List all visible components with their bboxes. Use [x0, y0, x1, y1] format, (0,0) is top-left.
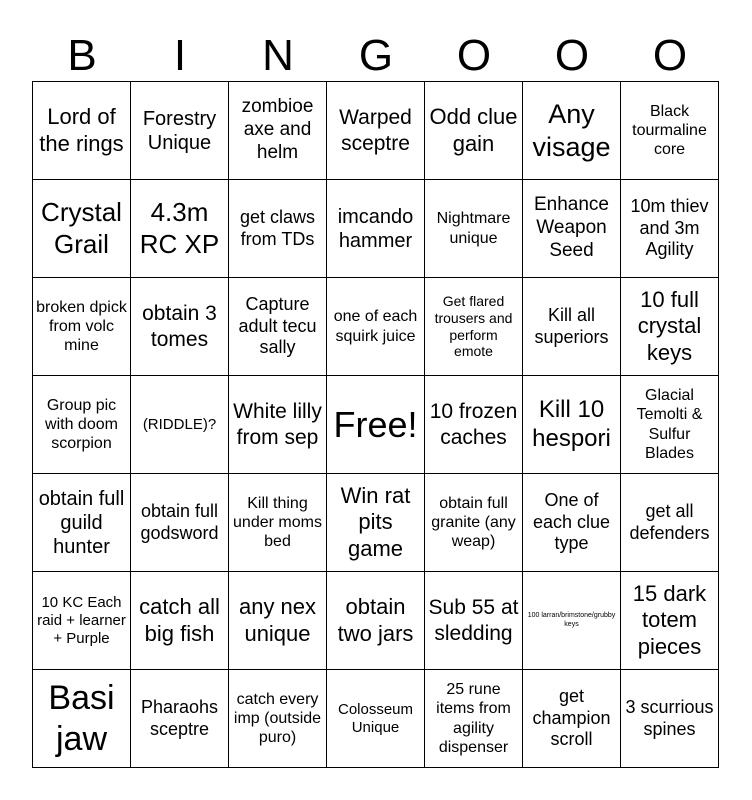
- bingo-cell[interactable]: [229, 82, 327, 180]
- bingo-cell[interactable]: [33, 278, 131, 376]
- bingo-cell-label: Pharaohs sceptre: [140, 696, 219, 739]
- bingo-cell[interactable]: [523, 180, 621, 278]
- bingo-cell[interactable]: [131, 376, 229, 474]
- header-letter: O: [652, 31, 688, 80]
- header-letter: G: [358, 31, 394, 80]
- bingo-cell[interactable]: [131, 278, 229, 376]
- bingo-cell-label: get champion scroll: [532, 686, 611, 750]
- bingo-cell[interactable]: [327, 180, 425, 278]
- bingo-cell[interactable]: [523, 474, 621, 572]
- bingo-cell[interactable]: [33, 376, 131, 474]
- bingo-cell-label: Kill all superiors: [534, 304, 609, 347]
- bingo-cell[interactable]: [131, 670, 229, 768]
- bingo-cell[interactable]: [327, 376, 425, 474]
- bingo-header: [33, 30, 719, 82]
- bingo-cell[interactable]: [33, 474, 131, 572]
- bingo-cell[interactable]: [621, 180, 719, 278]
- bingo-cell-label: 10 KC Each raid + learner + Purple: [37, 593, 126, 647]
- bingo-cell-label: (RIDDLE)?: [142, 415, 217, 433]
- bingo-cell-label: obtain full godsword: [140, 500, 219, 543]
- bingo-cell-label: Capture adult tecu sally: [238, 294, 317, 358]
- bingo-cell-label: Forestry Unique: [142, 107, 217, 154]
- bingo-cell-label: Sub 55 at sledding: [428, 596, 519, 645]
- bingo-cell[interactable]: [229, 278, 327, 376]
- bingo-cell[interactable]: [327, 572, 425, 670]
- bingo-cell[interactable]: [131, 572, 229, 670]
- bingo-cell[interactable]: [425, 180, 523, 278]
- bingo-cell[interactable]: [425, 670, 523, 768]
- bingo-cell-label: Get flared trousers and perform emote: [434, 292, 513, 360]
- bingo-cell-label: Glacial Temolti & Sulfur Blades: [636, 387, 703, 462]
- bingo-cell-label: Free!: [333, 403, 418, 445]
- bingo-cell-label: Win rat pits game: [340, 482, 411, 561]
- bingo-cell[interactable]: [621, 670, 719, 768]
- bingo-cell-label: 15 dark totem pieces: [632, 580, 707, 659]
- bingo-cell-label: Black tourmaline core: [632, 102, 707, 159]
- bingo-cell-label: Warped sceptre: [339, 106, 412, 155]
- bingo-cell[interactable]: [229, 376, 327, 474]
- bingo-cell-label: zombioe axe and helm: [241, 96, 314, 163]
- bingo-cell[interactable]: [327, 474, 425, 572]
- bingo-cell[interactable]: [523, 572, 621, 670]
- bingo-cell-label: obtain 3 tomes: [142, 302, 217, 351]
- bingo-cell-label: obtain two jars: [337, 594, 414, 646]
- bingo-cell-label: get claws from TDs: [239, 206, 316, 249]
- bingo-cell[interactable]: [33, 180, 131, 278]
- bingo-cell[interactable]: [621, 376, 719, 474]
- bingo-cell[interactable]: [621, 82, 719, 180]
- header-letter: I: [173, 31, 187, 80]
- bingo-cell[interactable]: [621, 474, 719, 572]
- bingo-cell-label: catch all big fish: [139, 594, 220, 646]
- bingo-board: [32, 81, 719, 768]
- bingo-cell[interactable]: [425, 376, 523, 474]
- bingo-cell-label: Group pic with doom scorpion: [45, 396, 118, 453]
- bingo-cell-label: 10m thiev and 3m Agility: [630, 196, 709, 260]
- bingo-cell[interactable]: [131, 180, 229, 278]
- header-letter: O: [554, 31, 590, 80]
- bingo-cell-label: Any visage: [532, 99, 611, 162]
- bingo-cell-label: Odd clue gain: [429, 104, 518, 156]
- bingo-cell-label: Colosseum Unique: [337, 700, 414, 736]
- bingo-cell-label: One of each clue type: [532, 490, 611, 554]
- bingo-cell[interactable]: [425, 474, 523, 572]
- bingo-cell[interactable]: [229, 572, 327, 670]
- bingo-cell[interactable]: [327, 278, 425, 376]
- bingo-cell-label: Lord of the rings: [39, 104, 124, 156]
- bingo-cell[interactable]: [131, 474, 229, 572]
- bingo-cell-label: 25 rune items from agility dispenser: [436, 681, 511, 756]
- bingo-cell-label: catch every imp (outside puro): [233, 690, 322, 747]
- bingo-cell[interactable]: [229, 474, 327, 572]
- bingo-cell-label: 100 larran/brimstone/grubby keys: [527, 612, 616, 628]
- bingo-cell[interactable]: [621, 572, 719, 670]
- bingo-cell-label: Kill thing under moms bed: [233, 494, 322, 551]
- bingo-cell-label: one of each squirk juice: [333, 308, 418, 345]
- bingo-cell[interactable]: [523, 376, 621, 474]
- bingo-cell[interactable]: [229, 180, 327, 278]
- bingo-cell[interactable]: [425, 278, 523, 376]
- bingo-cell[interactable]: [621, 278, 719, 376]
- bingo-cell-label: White lilly from sep: [233, 400, 322, 449]
- bingo-cell[interactable]: [33, 572, 131, 670]
- bingo-cell[interactable]: [523, 278, 621, 376]
- bingo-cell[interactable]: [33, 82, 131, 180]
- header-letter: B: [67, 31, 97, 80]
- bingo-cell[interactable]: [33, 670, 131, 768]
- bingo-cell[interactable]: [327, 670, 425, 768]
- bingo-cell-label: any nex unique: [238, 594, 317, 646]
- bingo-cell-label: 10 frozen caches: [429, 400, 518, 449]
- bingo-cell-label: Basi jaw: [48, 678, 115, 758]
- bingo-cell[interactable]: [425, 82, 523, 180]
- bingo-cell[interactable]: [523, 670, 621, 768]
- bingo-cell-label: Crystal Grail: [41, 197, 122, 259]
- bingo-cell-label: obtain full granite (any weap): [431, 494, 516, 551]
- bingo-cell-label: Kill 10 hespori: [532, 395, 611, 452]
- bingo-cell[interactable]: [131, 82, 229, 180]
- bingo-cell-label: 4.3m RC XP: [139, 197, 220, 259]
- bingo-cell[interactable]: [425, 572, 523, 670]
- header-letter: N: [262, 31, 294, 80]
- bingo-cell-label: imcando hammer: [337, 205, 414, 252]
- bingo-cell-label: obtain full guild hunter: [38, 487, 125, 558]
- bingo-cell[interactable]: [327, 82, 425, 180]
- bingo-cell-label: 10 full crystal keys: [637, 286, 702, 365]
- bingo-cell-label: Enhance Weapon Seed: [533, 194, 609, 261]
- bingo-cell-label: 3 scurrious spines: [625, 696, 714, 739]
- header-letter: O: [456, 31, 492, 80]
- bingo-cell[interactable]: [523, 82, 621, 180]
- bingo-cell-label: get all defenders: [629, 500, 710, 543]
- bingo-cell-label: broken dpick from volc mine: [36, 298, 127, 355]
- bingo-cell-label: Nightmare unique: [436, 210, 511, 247]
- bingo-cell[interactable]: [229, 670, 327, 768]
